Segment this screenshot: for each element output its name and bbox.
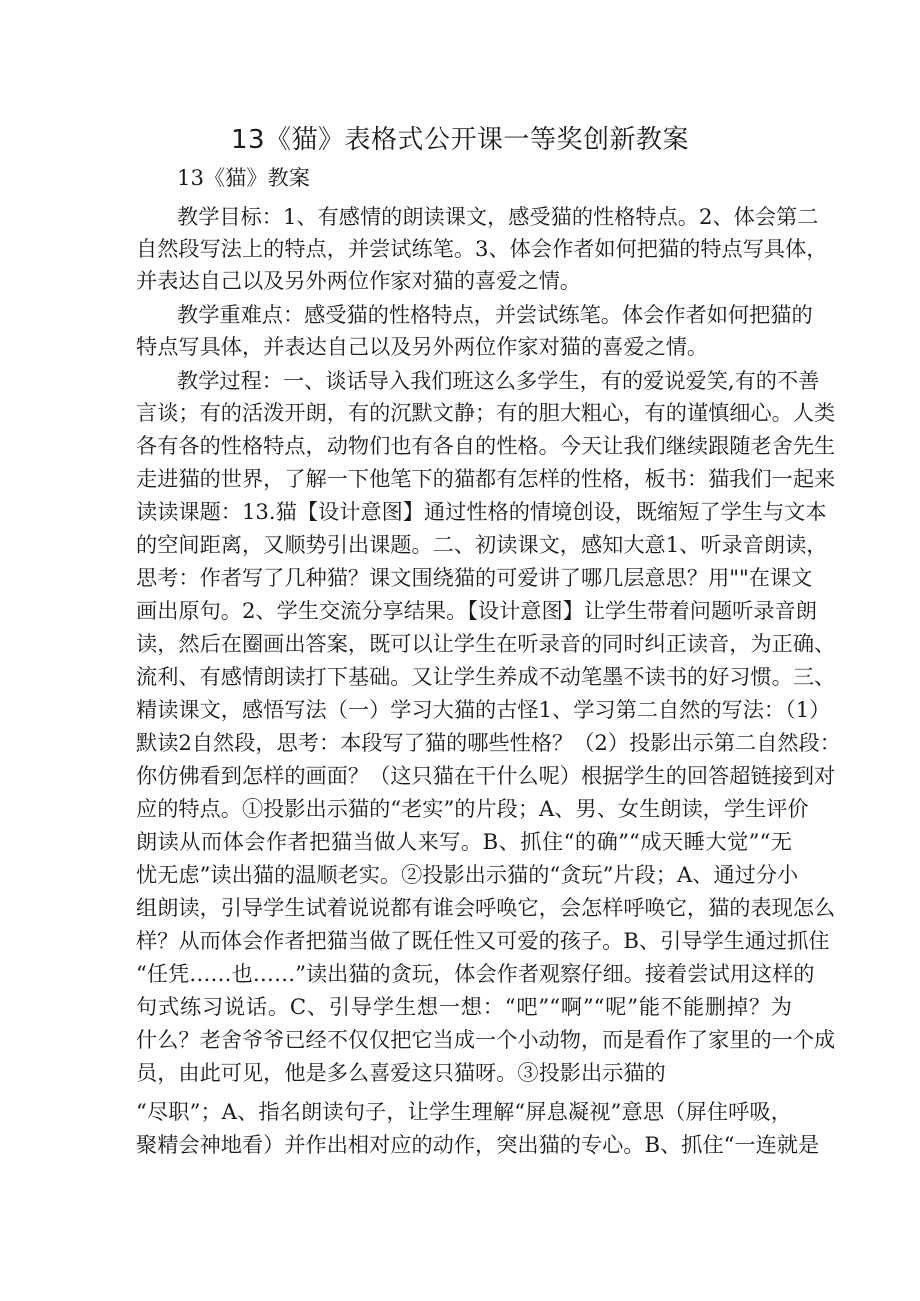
body-line: 样？从而体会作者把猫当做了既任性又可爱的孩子。B、引导学生通过抓住 bbox=[136, 928, 830, 953]
body-line: 忧无虑”读出猫的温顺老实。②投影出示猫的“贪玩”片段；A、通过分小 bbox=[136, 862, 799, 887]
body-line: 应的特点。①投影出示猫的“老实”的片段；A、男、女生朗读，学生评价 bbox=[136, 796, 809, 821]
body-line: 朗读从而体会作者把猫当做人来写。B、抓住“的确”“成天睡大觉”“无 bbox=[136, 829, 792, 854]
body-line: 自然段写法上的特点，并尝试练笔。3、体会作者如何把猫的特点写具体， bbox=[136, 236, 828, 261]
body-line: 员，由此可见，他是多么喜爱这只猫呀。③投影出示猫的 bbox=[136, 1060, 666, 1085]
body-line: 组朗读，引导学生试着说说都有谁会呼唤它，会怎样呼唤它，猫的表现怎么 bbox=[136, 895, 836, 920]
body-line: 读读课题：13.猫【设计意图】通过性格的情境创设，既缩短了学生与文本 bbox=[136, 499, 827, 524]
body-line: 各有各的性格特点，动物们也有各自的性格。今天让我们继续跟随老舍先生 bbox=[136, 433, 836, 458]
body-line: 读，然后在圈画出答案，既可以让学生在听录音的同时纠正读音，为正确、 bbox=[136, 631, 836, 656]
document-title: 13《猫》表格式公开课一等奖创新教案 bbox=[230, 125, 690, 155]
body-line: 聚精会神地看）并作出相对应的动作，突出猫的专心。B、抓住“一连就是 bbox=[136, 1132, 820, 1157]
body-line: 特点写具体，并表达自己以及另外两位作家对猫的喜爱之情。 bbox=[136, 334, 709, 359]
body-line: “尽职”；A、指名朗读句子，让学生理解“屏息凝视”意思（屏住呼吸， bbox=[136, 1099, 792, 1124]
body-line: 教学过程：一、谈话导入我们班这么多学生，有的爱说爱笑,有的不善 bbox=[177, 368, 820, 393]
subtitle-line: 13《猫》教案 bbox=[177, 165, 310, 190]
body-line: 教学重难点：感受猫的性格特点，并尝试练笔。体会作者如何把猫的 bbox=[177, 302, 813, 327]
body-line: 流利、有感情朗读打下基础。又让学生养成不动笔墨不读书的好习惯。三、 bbox=[136, 664, 836, 689]
body-line: 的空间距离，又顺势引出课题。二、初读课文，感知大意1、听录音朗读， bbox=[136, 532, 828, 557]
body-line: 思考：作者写了几种猫？课文围绕猫的可爱讲了哪几层意思？用""在课文 bbox=[136, 565, 813, 590]
body-line: 言谈；有的活泼开朗，有的沉默文静；有的胆大粗心，有的谨慎细心。人类 bbox=[136, 400, 836, 425]
body-line: 你仿佛看到怎样的画面？（这只猫在干什么呢）根据学生的回答超链接到对 bbox=[136, 763, 836, 788]
body-line: 教学目标：1、有感情的朗读课文，感受猫的性格特点。2、体会第二 bbox=[177, 204, 819, 229]
body-line: 走进猫的世界，了解一下他笔下的猫都有怎样的性格，板书：猫我们一起来 bbox=[136, 466, 836, 491]
body-line: 默读2自然段，思考：本段写了猫的哪些性格？（2）投影出示第二自然段： bbox=[136, 730, 841, 755]
body-line: 画出原句。2、学生交流分享结果。【设计意图】让学生带着问题听录音朗 bbox=[136, 598, 817, 623]
body-line: 句式练习说话。C、引导学生想一想：“吧”“啊”“呢”能不能删掉？为 bbox=[136, 994, 792, 1019]
body-line: 精读课文，感悟写法（一）学习大猫的古怪1、学习第二自然的写法：（1） bbox=[136, 697, 831, 722]
body-line: 并表达自己以及另外两位作家对猫的喜爱之情。 bbox=[136, 268, 581, 293]
body-line: “任凭……也……”读出猫的贪玩，体会作者观察仔细。接着尝试用这样的 bbox=[136, 961, 815, 986]
body-line: 什么？老舍爷爷已经不仅仅把它当成一个小动物，而是看作了家里的一个成 bbox=[136, 1027, 836, 1052]
